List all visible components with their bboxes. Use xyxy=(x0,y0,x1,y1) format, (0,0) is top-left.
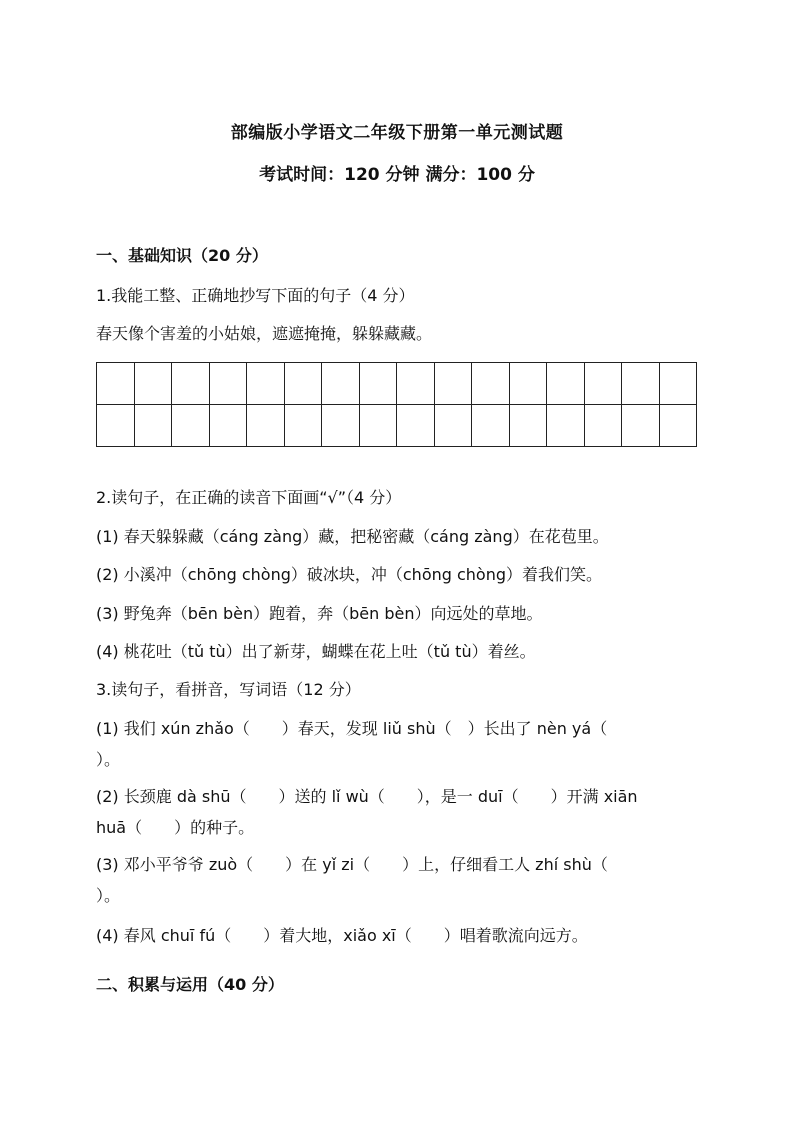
grid-cell[interactable] xyxy=(547,405,585,447)
grid-cell[interactable] xyxy=(472,363,510,405)
q2-item: (1) 春天躲躲藏（cáng zàng）藏，把秘密藏（cáng zàng）在花苞里。 xyxy=(96,527,609,546)
grid-cell[interactable] xyxy=(509,405,547,447)
exam-info: 考试时间：120 分钟 满分：100 分 xyxy=(259,165,535,185)
grid-cell[interactable] xyxy=(134,363,172,405)
grid-cell[interactable] xyxy=(547,363,585,405)
grid-cell[interactable] xyxy=(659,405,697,447)
q2-prompt: 2.读句子，在正确的读音下面画“√”（4 分） xyxy=(96,488,402,507)
grid-cell[interactable] xyxy=(434,363,472,405)
grid-cell[interactable] xyxy=(622,363,660,405)
q3-item-continued: ）。 xyxy=(96,750,121,769)
grid-cell[interactable] xyxy=(97,363,135,405)
grid-cell[interactable] xyxy=(472,405,510,447)
grid-cell[interactable] xyxy=(322,363,360,405)
section2-heading: 二、积累与运用（40 分） xyxy=(96,975,284,994)
grid-cell[interactable] xyxy=(209,363,247,405)
grid-cell[interactable] xyxy=(434,405,472,447)
q3-item: (1) 我们 xún zhǎo（ ）春天，发现 liǔ shù（ ）长出了 nèn yá（ xyxy=(96,719,608,738)
grid-cell[interactable] xyxy=(172,363,210,405)
q3-item: (4) 春风 chuī fú（ ）着大地，xiǎo xī（ ）唱着歌流向远方。 xyxy=(96,926,588,945)
grid-cell[interactable] xyxy=(284,405,322,447)
grid-row xyxy=(97,363,697,405)
grid-cell[interactable] xyxy=(97,405,135,447)
q3-item-continued: ）。 xyxy=(96,886,121,905)
q1-prompt: 1.我能工整、正确地抄写下面的句子（4 分） xyxy=(96,286,415,305)
q1-sentence: 春天像个害羞的小姑娘，遮遮掩掩，躲躲藏藏。 xyxy=(96,324,433,343)
q3-item-continued: huā（ ）的种子。 xyxy=(96,818,255,837)
q2-item: (3) 野兔奔（bēn bèn）跑着，奔（bēn bèn）向远处的草地。 xyxy=(96,604,543,623)
grid-cell[interactable] xyxy=(509,363,547,405)
grid-cell[interactable] xyxy=(359,363,397,405)
grid-cell[interactable] xyxy=(247,405,285,447)
grid-cell[interactable] xyxy=(247,363,285,405)
q3-item: (3) 邓小平爷爷 zuò（ ）在 yǐ zi（ ）上，仔细看工人 zhí shù（ xyxy=(96,855,608,874)
grid-cell[interactable] xyxy=(209,405,247,447)
grid-cell[interactable] xyxy=(622,405,660,447)
grid-cell[interactable] xyxy=(659,363,697,405)
q3-item: (2) 长颈鹿 dà shū（ ）送的 lǐ wù（ ），是一 duī（ ）开满 xiān xyxy=(96,787,638,806)
grid-cell[interactable] xyxy=(584,363,622,405)
grid-cell[interactable] xyxy=(322,405,360,447)
grid-cell[interactable] xyxy=(284,363,322,405)
grid-cell[interactable] xyxy=(397,405,435,447)
grid-cell[interactable] xyxy=(584,405,622,447)
grid-row xyxy=(97,405,697,447)
grid-cell[interactable] xyxy=(359,405,397,447)
writing-grid xyxy=(96,362,697,447)
grid-cell[interactable] xyxy=(172,405,210,447)
q3-prompt: 3.读句子，看拼音，写词语（12 分） xyxy=(96,680,361,699)
grid-cell[interactable] xyxy=(397,363,435,405)
q2-item: (4) 桃花吐（tǔ tù）出了新芽，蝴蝶在花上吐（tǔ tù）着丝。 xyxy=(96,642,536,661)
page-title: 部编版小学语文二年级下册第一单元测试题 xyxy=(230,123,564,143)
grid-cell[interactable] xyxy=(134,405,172,447)
section1-heading: 一、基础知识（20 分） xyxy=(96,246,268,265)
q2-item: (2) 小溪冲（chōng chòng）破冰块，冲（chōng chòng）着我们笑。 xyxy=(96,565,603,584)
